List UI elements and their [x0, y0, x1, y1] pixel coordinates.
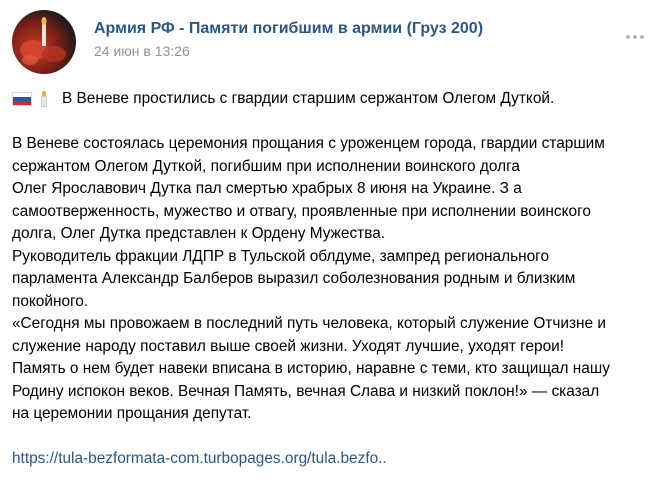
- avatar-image: [12, 10, 76, 74]
- more-dot: [640, 35, 644, 39]
- spacer: [12, 111, 652, 134]
- group-avatar[interactable]: [12, 10, 76, 74]
- body-line: Родину испокон веков. Вечная Память, вечная Слава и низкий поклон!» — сказал: [12, 382, 600, 400]
- body-line: покойного.: [12, 292, 89, 310]
- body-line: на церемонии прощания депутат.: [12, 405, 252, 422]
- spacer: [12, 426, 652, 449]
- body-line: парламента Александр Балберов выразил соболезнования родным и близким: [12, 270, 576, 287]
- more-options-icon[interactable]: [624, 32, 646, 42]
- post-header: [12, 10, 650, 60]
- body-line: В Веневе состоялась церемония прощания с уроженцем города, гвардии старшим: [12, 135, 605, 152]
- body-line: Память о нем будет навеки вписана в историю, наравне с теми, кто защищал нашу: [12, 360, 610, 377]
- body-line: долга, Олег Дутка представлен к Ордену Мужества.: [12, 225, 386, 242]
- more-dot: [633, 35, 637, 39]
- post-link-row: [12, 448, 652, 471]
- body-line: сержантом Олегом Дуткой, погибшим при исполнении воинского долга: [12, 157, 520, 175]
- post-date[interactable]: 24 июн в 13:26: [94, 43, 190, 59]
- body-line: «Сегодня мы провожаем в последний путь человека, который служение Отчизне и: [12, 315, 606, 332]
- post-headline-row: [12, 88, 652, 111]
- more-dot: [626, 35, 630, 39]
- post-text: [12, 88, 652, 471]
- candle-icon: [40, 91, 48, 107]
- body-line: самоотверженность, мужество и отвагу, проявленные при исполнении воинского: [12, 202, 591, 220]
- body-line: Руководитель фракции ЛДПР в Тульской облдуме, зампред регионального: [12, 247, 550, 265]
- body-line: служение народу поставил выше своей жизни. Уходят лучшие, уходят герои!: [12, 337, 565, 355]
- post-author[interactable]: Армия РФ - Памяти погибшим в армии (Груз 200): [94, 20, 484, 37]
- post-link[interactable]: https://tula-bezformata-com.turbopages.org/tula.bezfo..: [12, 450, 387, 467]
- body-line: Олег Ярославович Дутка пал смертью храбрых 8 июня на Украине. З а: [12, 180, 522, 197]
- post-headline: В Веневе простились с гвардии старшим сержантом Олегом Дуткой.: [62, 90, 555, 107]
- russia-flag-icon: [12, 92, 32, 106]
